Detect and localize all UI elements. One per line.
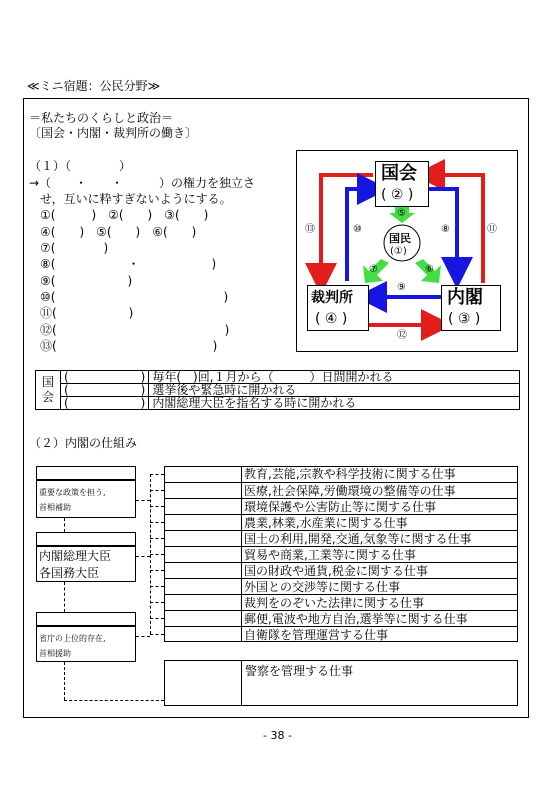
prime-minister-label: 内閣総理大臣 <box>39 549 112 563</box>
police-duty: 警察を管理する仕事 <box>245 664 354 678</box>
council-blank: ( ) <box>61 384 149 397</box>
duty-text: 郵便,電波や地方自治,選挙等に関する仕事 <box>244 612 468 626</box>
duty-text: 国の財政や通貨,税金に関する仕事 <box>244 564 428 578</box>
duty-text: 貿易や商業,工業等に関する仕事 <box>244 548 416 562</box>
connector <box>136 556 150 557</box>
connector <box>150 554 164 555</box>
connector <box>150 618 164 619</box>
naikaku-label: 内閣 <box>447 287 483 308</box>
q1-line1: （１）（ ） <box>29 159 132 173</box>
connector <box>64 700 164 701</box>
label-6: ⑥ <box>425 264 434 275</box>
connector <box>64 518 65 532</box>
connector <box>150 474 164 475</box>
q1-line3: せ，互いに粋すぎないようにする。 <box>40 192 232 206</box>
duty-row <box>164 514 518 530</box>
note-box-top <box>36 480 136 518</box>
council-desc: 選挙後や緊急時に開かれる <box>149 384 520 397</box>
label-11: ⑪ <box>487 224 497 235</box>
connector <box>150 506 164 507</box>
note-bottom-line1: 省庁の上位的存在, <box>39 634 106 643</box>
q1-item-12: ⑫( ) <box>40 323 230 337</box>
q1-item-8: ⑧( ・ ) <box>40 257 217 271</box>
duty-text: 環境保護や公害防止等に関する仕事 <box>244 500 437 514</box>
duty-row <box>164 594 518 610</box>
connector <box>150 490 164 491</box>
connector <box>150 586 164 587</box>
connector <box>150 570 164 571</box>
saibansho-box <box>307 285 369 331</box>
label-5: ⑤ <box>397 208 406 219</box>
naikaku-box <box>441 285 501 331</box>
separation-of-powers-diagram <box>296 150 518 352</box>
column-divider <box>241 661 242 705</box>
council-desc: 内閣総理大臣を指名する時に開かれる <box>149 397 520 410</box>
q1-item-7: ⑦( ) <box>40 241 109 255</box>
q1-item-13: ⑬( ) <box>40 339 218 353</box>
council-blank: ( ) <box>61 397 149 410</box>
duty-text: 医療,社会保障,労働環境の整備等の仕事 <box>244 484 456 498</box>
council-desc: 毎年( )回,１月から（ ）日間開かれる <box>149 371 520 384</box>
ministers-label: 各国務大臣 <box>39 566 100 580</box>
note-top-line2: 首相補助 <box>39 503 71 512</box>
kokumin-number: (①) <box>390 246 407 257</box>
duty-text: 農業,林業,水産業に関する仕事 <box>244 516 408 530</box>
label-12: ⑫ <box>397 330 407 341</box>
duty-row <box>164 482 518 498</box>
duty-row <box>164 626 518 642</box>
table-row <box>36 384 520 397</box>
duty-text: 外国との交渉等に関する仕事 <box>244 580 401 594</box>
section-subtitle: 〔国会・内閣・裁判所の働き〕 <box>29 126 198 140</box>
council-blank: ( ) <box>61 371 149 384</box>
naikaku-number: ( ③ ) <box>448 311 481 327</box>
duty-row <box>164 498 518 514</box>
kokkai-number: ( ② ) <box>381 187 414 203</box>
connector <box>64 662 65 700</box>
duty-text: 教育,芸能,宗教や科学技術に関する仕事 <box>244 467 456 481</box>
q1-row2: ④( ) ⑤( ) ⑥( ) <box>40 225 197 239</box>
connector <box>150 522 164 523</box>
police-box <box>164 660 518 706</box>
connector <box>136 636 150 637</box>
table-row <box>36 397 520 410</box>
page-number: - 38 - <box>263 729 292 742</box>
table-row <box>36 371 520 384</box>
label-9: ⑨ <box>397 282 406 293</box>
council-label: 国会 <box>36 371 61 410</box>
duty-text: 裁判をのぞいた法律に関する仕事 <box>244 596 425 610</box>
connector <box>150 538 164 539</box>
blank-box-middle <box>36 532 136 546</box>
kokumin-label: 国民 <box>389 232 411 245</box>
kokkai-box <box>375 161 429 207</box>
saibansho-label: 裁判所 <box>311 290 353 306</box>
q1-row1: ①( ) ②( ) ③( ) <box>40 208 209 222</box>
label-7: ⑦ <box>369 264 378 275</box>
label-13: ⑬ <box>305 224 315 235</box>
duty-row <box>164 610 518 626</box>
blank-box-top <box>36 466 136 480</box>
q1-line2: →（ ・ ・ ）の権力を独立さ <box>29 176 256 190</box>
q1-item-11: ⑪( ) <box>40 306 134 320</box>
duty-row <box>164 530 518 546</box>
connector <box>64 582 65 612</box>
note-top-line1: 重要な政策を担う, <box>39 488 106 497</box>
connector <box>150 634 164 635</box>
duty-row <box>164 578 518 594</box>
note-box-bottom <box>36 626 136 662</box>
q1-item-10: ⑩( ) <box>40 290 229 304</box>
duty-row <box>164 546 518 562</box>
kokkai-label: 国会 <box>381 163 417 184</box>
q2-title: （２）内閣の仕組み <box>29 436 138 450</box>
duty-row <box>164 466 518 482</box>
saibansho-number: ( ④ ) <box>315 311 348 327</box>
duty-text: 自衛隊を管理運営する仕事 <box>244 628 389 642</box>
label-8: ⑧ <box>441 224 450 235</box>
note-bottom-line2: 首相援助 <box>39 649 71 658</box>
duty-text: 国土の利用,開発,交通,気象等に関する仕事 <box>244 532 472 546</box>
cabinet-box <box>36 546 136 582</box>
section-title: ＝私たちのくらしと政治＝ <box>29 111 174 125</box>
blank-box-bottom <box>36 612 136 626</box>
connector <box>136 500 150 501</box>
connector <box>150 602 164 603</box>
label-10: ⑩ <box>353 224 362 235</box>
council-sessions-table <box>35 370 520 410</box>
q1-item-9: ⑨( ) <box>40 274 133 288</box>
page-header: ≪ミニ宿題：公民分野≫ <box>27 79 161 93</box>
duty-row <box>164 562 518 578</box>
